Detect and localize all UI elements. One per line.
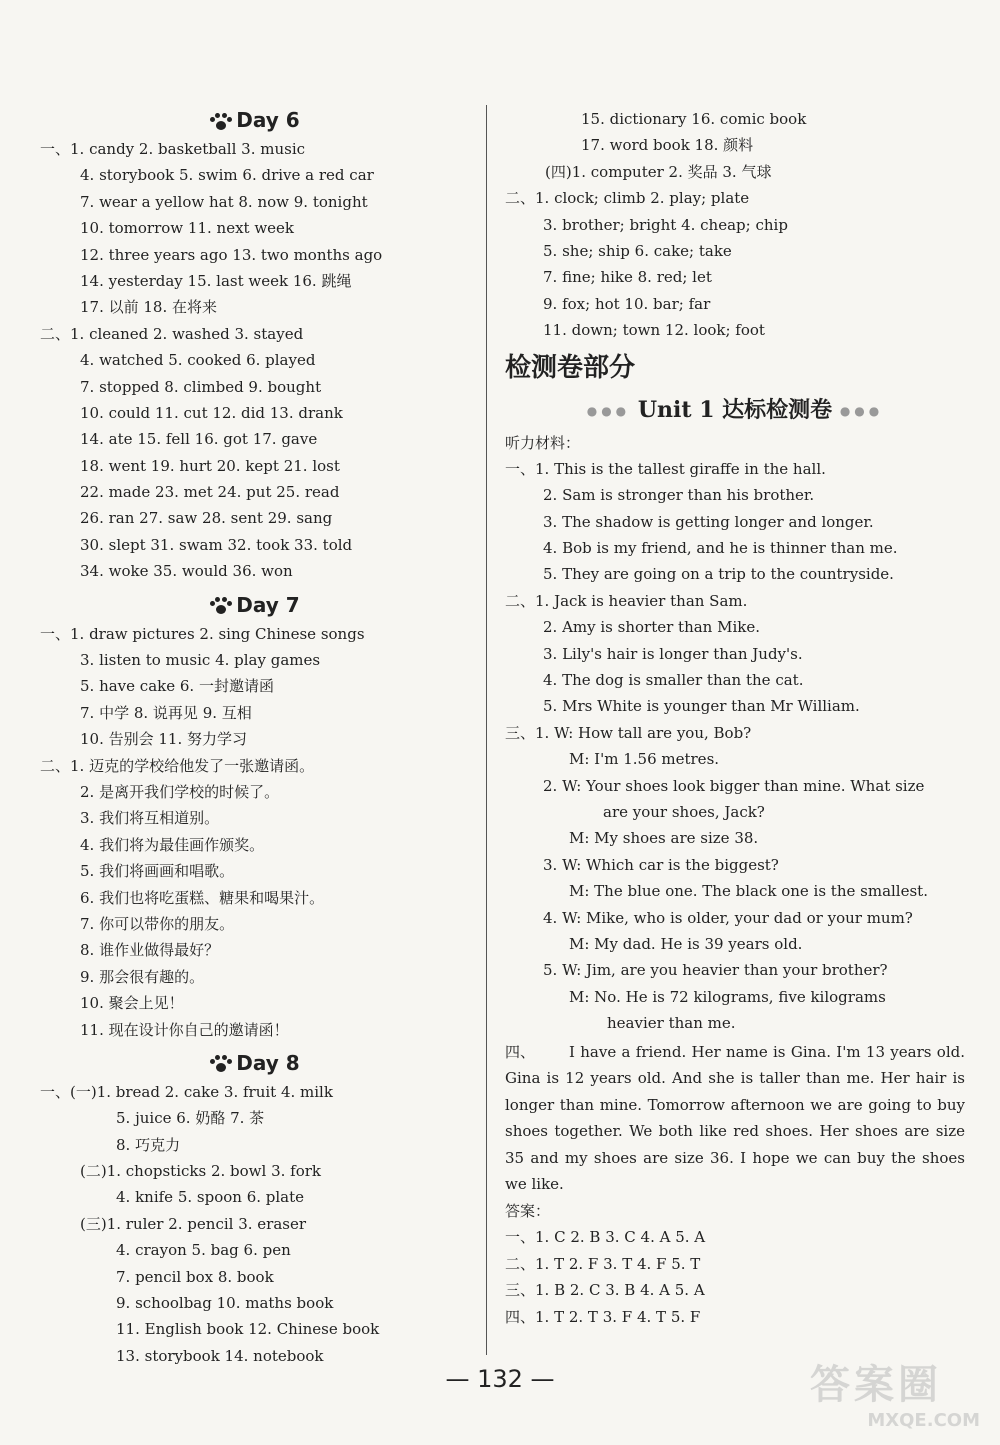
answer-line: 11. English book 12. Chinese book: [116, 1320, 380, 1339]
listening-line: 4. W: Mike, who is older, your dad or your mum?: [543, 908, 913, 927]
answer-line: 二、1. 迈克的学校给他发了一张邀请函。: [40, 756, 315, 775]
passage-text: I have a friend. Her name is Gina. I'm 13 years old. Gina is 12 years old. And she is taller than me. Her hair is longer than mine. Tomorrow afternoon we are going to buy shoes together. We both like red shoes. Her shoes are size 35 and my shoes are size 36. I hope we can buy the shoes we like.: [505, 1042, 965, 1194]
answer-line: 17. word book 18. 颜料: [581, 136, 754, 155]
listening-line: M: I'm 1.56 metres.: [569, 750, 720, 769]
answer-line: 4. 我们将为最佳画作颁奖。: [80, 835, 265, 854]
answer-line: 10. 告别会 11. 努力学习: [80, 730, 248, 749]
day6-heading: Day 6: [40, 104, 470, 136]
listening-line: 5. They are going on a trip to the countryside.: [543, 565, 894, 584]
answer-line: 二、1. cleaned 2. washed 3. stayed: [40, 324, 304, 343]
listening-line: 4. The dog is smaller than the cat.: [543, 671, 804, 690]
listening-line: 一、1. This is the tallest giraffe in the hall.: [505, 459, 826, 478]
listening-line: M: My shoes are size 38.: [569, 829, 759, 848]
answer-line: 8. 谁作业做得最好？: [80, 941, 220, 960]
answer-line: 5. 我们将画画和唱歌。: [80, 862, 235, 881]
answer-line: 12. three years ago 13. two months ago: [80, 245, 383, 264]
answer-line: (三)1. ruler 2. pencil 3. eraser: [80, 1214, 307, 1233]
answer-line: 5. she; ship 6. cake; take: [543, 241, 732, 260]
answer-line: 4. watched 5. cooked 6. played: [80, 351, 316, 370]
answer-line: 30. slept 31. swam 32. took 33. told: [80, 535, 353, 554]
day6-answers: [40, 136, 470, 585]
answer-line: 4. storybook 5. swim 6. drive a red car: [80, 166, 374, 185]
answer-line: 11. down; town 12. look; foot: [543, 321, 765, 340]
answer-line: 7. stopped 8. climbed 9. bought: [80, 377, 322, 396]
answer-key-line: 一、1. C 2. B 3. C 4. A 5. A: [505, 1228, 706, 1247]
answers-label: 答案：: [505, 1202, 551, 1221]
answer-line: 4. knife 5. spoon 6. plate: [116, 1188, 305, 1207]
answer-line: 6. 我们也将吃蛋糕、糖果和喝果汁。: [80, 888, 325, 907]
answer-key-line: 二、1. T 2. F 3. T 4. F 5. T: [505, 1254, 701, 1273]
answer-line: (四)1. computer 2. 奖品 3. 气球: [545, 162, 772, 181]
unit-title: ●●● Unit 1 达标检测卷 ●●●: [505, 390, 965, 430]
watermark-logo: [810, 1353, 980, 1433]
listening-line: 3. W: Which car is the biggest?: [543, 855, 779, 874]
listening-line: 5. W: Jim, are you heavier than your brother?: [543, 961, 888, 980]
day8-answers: [40, 1079, 470, 1369]
answer-line: 一、1. draw pictures 2. sing Chinese songs: [40, 624, 365, 643]
paw-icon: [210, 1055, 232, 1073]
answer-line: 9. fox; hot 10. bar; far: [543, 294, 711, 313]
answer-line: 14. ate 15. fell 16. got 17. gave: [80, 430, 318, 449]
answer-line: 15. dictionary 16. comic book: [581, 110, 807, 128]
listening-line: 3. The shadow is getting longer and longer.: [543, 512, 874, 531]
section-title: 检测卷部分: [505, 352, 636, 383]
day8-heading: Day 8: [40, 1047, 470, 1079]
passage-label: 四、: [505, 1042, 536, 1061]
watermark-text: 答案圈: [810, 1362, 942, 1408]
answer-line: 10. could 11. cut 12. did 13. drank: [80, 403, 343, 422]
answer-line: 34. woke 35. would 36. won: [80, 562, 293, 581]
listening-line: M: No. He is 72 kilograms, five kilograms: [569, 987, 886, 1006]
left-column: [40, 100, 470, 1369]
answer-line: 14. yesterday 15. last week 16. 跳绳: [80, 271, 352, 290]
listening-line: 4. Bob is my friend, and he is thinner than me.: [543, 539, 898, 558]
answer-line: 9. schoolbag 10. maths book: [116, 1294, 334, 1313]
answer-line: 一、1. candy 2. basketball 3. music: [40, 140, 306, 158]
listening-line: heavier than me.: [607, 1014, 736, 1033]
listening-label: 听力材料：: [505, 433, 581, 452]
answer-line: 8. 巧克力: [116, 1135, 181, 1154]
listening-passage: [505, 1039, 965, 1199]
right-column: [505, 106, 965, 1330]
day8-continued: [505, 106, 965, 344]
watermark-url: MXQE.COM: [867, 1410, 980, 1431]
answer-line: 18. went 19. hurt 20. kept 21. lost: [80, 456, 340, 475]
answer-key-line: 四、1. T 2. T 3. F 4. T 5. F: [505, 1307, 701, 1326]
listening-line: 三、1. W: How tall are you, Bob?: [505, 723, 752, 742]
listening-material: [505, 456, 965, 1037]
listening-line: M: My dad. He is 39 years old.: [569, 934, 803, 953]
answer-line: 7. fine; hike 8. red; let: [543, 268, 712, 287]
answer-line: 7. 你可以带你的朋友。: [80, 914, 235, 933]
answer-line: 7. 中学 8. 说再见 9. 互相: [80, 703, 252, 722]
answer-line: 5. have cake 6. 一封邀请函: [80, 677, 274, 696]
dots-decoration-icon: ●●●: [839, 403, 884, 418]
answer-line: 13. storybook 14. notebook: [116, 1346, 324, 1365]
answer-key: [505, 1224, 965, 1330]
dots-decoration-icon: ●●●: [586, 403, 631, 418]
answer-line: 7. wear a yellow hat 8. now 9. tonight: [80, 192, 368, 211]
answer-line: 3. brother; bright 4. cheap; chip: [543, 215, 788, 234]
listening-line: M: The blue one. The black one is the smallest.: [569, 882, 928, 901]
day7-heading: Day 7: [40, 589, 470, 621]
answer-line: 3. 我们将互相道别。: [80, 809, 220, 828]
answer-line: 二、1. clock; climb 2. play; plate: [505, 189, 750, 208]
answer-key-line: 三、1. B 2. C 3. B 4. A 5. A: [505, 1281, 705, 1300]
listening-line: are your shoes, Jack?: [603, 802, 765, 821]
answer-line: 22. made 23. met 24. put 25. read: [80, 483, 340, 502]
answer-line: 3. listen to music 4. play games: [80, 651, 321, 670]
answer-line: 10. 聚会上见！: [80, 994, 184, 1013]
answer-line: 9. 那会很有趣的。: [80, 967, 205, 986]
answer-line: 11. 现在设计你自己的邀请函！: [80, 1020, 289, 1039]
answer-line: 2. 是离开我们学校的时候了。: [80, 782, 280, 801]
listening-line: 3. Lily's hair is longer than Judy's.: [543, 644, 803, 663]
answer-line: 5. juice 6. 奶酪 7. 茶: [116, 1109, 265, 1128]
page-number: — 132 —: [445, 1365, 555, 1393]
day7-answers: [40, 621, 470, 1043]
answer-line: 7. pencil box 8. book: [116, 1267, 274, 1286]
paw-icon: [210, 113, 232, 131]
listening-line: 5. Mrs White is younger than Mr William.: [543, 697, 860, 716]
answer-line: 26. ran 27. saw 28. sent 29. sang: [80, 509, 333, 528]
answer-line: 17. 以前 18. 在将来: [80, 298, 218, 317]
answer-line: 一、(一)1. bread 2. cake 3. fruit 4. milk: [40, 1082, 333, 1101]
listening-line: 2. Sam is stronger than his brother.: [543, 486, 815, 505]
answer-line: (二)1. chopsticks 2. bowl 3. fork: [80, 1162, 321, 1181]
answer-line: 10. tomorrow 11. next week: [80, 219, 295, 238]
listening-line: 2. W: Your shoes look bigger than mine. What size: [543, 776, 925, 795]
listening-line: 二、1. Jack is heavier than Sam.: [505, 591, 748, 610]
column-divider: [486, 105, 487, 1355]
listening-line: 2. Amy is shorter than Mike.: [543, 618, 760, 637]
paw-icon: [210, 597, 232, 615]
answer-line: 4. crayon 5. bag 6. pen: [116, 1241, 291, 1260]
